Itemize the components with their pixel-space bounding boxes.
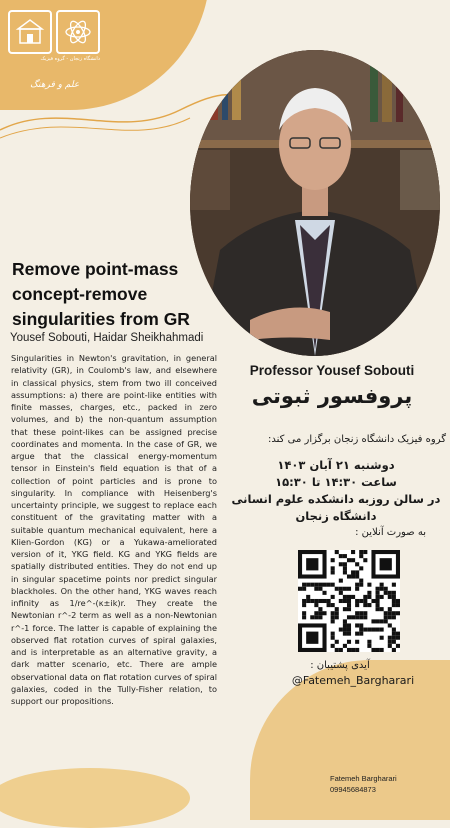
event-venue: در سالن روزبه دانشکده علوم انسانی — [231, 492, 441, 506]
speaker-name-english: Professor Yousef Sobouti — [249, 363, 415, 378]
speaker-name-persian: پروفسور ثبوتی — [251, 384, 413, 408]
event-day: دوشنبه ۲۱ آبان ۱۴۰۳ — [277, 458, 395, 472]
event-time: ساعت ۱۴:۳۰ تا ۱۵:۳۰ — [275, 475, 397, 489]
organizer-text: گروه فیزیک دانشگاه زنجان برگزار می کند: — [268, 434, 446, 445]
event-details — [226, 457, 446, 525]
online-label: به صورت آنلاین : — [355, 527, 426, 538]
support-label: آیدی پشتیبان : — [310, 660, 370, 671]
logo-caption: دانشگاه زنجان - گروه فیزیک — [40, 56, 100, 62]
support-id[interactable]: @Fatemeh_Bargharari — [291, 674, 415, 687]
talk-title: Remove point-mass concept-remove singularities from GR — [12, 259, 190, 329]
qr-code-icon[interactable] — [298, 550, 400, 652]
talk-abstract: Singularities in Newton's gravitation, in general relativity (GR), in Coulomb's law, and elsewhere in classical physics, stem from two ill conceived assumptions: a) there are point-like entities with finite masses, charges, etc., packed in zero volumes, and b) the non-quantum assumption that these point-likes can be assigned precise coordinates and momenta. In the case of GR, we argue that the classical energy-momentum tensor in Einstein's field equation is that of a collection of point particles and is prone to singularity. In compliance with Heisenberg's uncertainty principle, we suggest to replace each constituent of the gravitating matter with a suitable quantum mechanical equivalent, here a Klien-Gordon (KG) or a Yukawa-ameliorated version of it, YKG field. KG and YKG fields are spatially distributed entities. They do not end up in singular spacetime points nor predict singular blackholes. On the other hand, YKG waves reach infinity as 1/re^-(κ±ik)r. They create the Newtonian r^-2 term as well as a non-Newtonian r^-1 force. The latter is capable of explaining the observed flat rotation curves of spiral galaxies, and is interpretable as an alternative gravity, a dark matter scenario, etc. There are ample observational data on flat rotation curves of spiral galaxies, coded in the Tully-Fisher relation, to support our propositions. — [11, 353, 217, 706]
talk-authors: Yousef Sobouti, Haidar Sheikhahmadi — [10, 332, 204, 344]
decorative-blob-bottom-left — [0, 768, 190, 828]
credit-phone: 09945684873 — [330, 785, 376, 794]
logo-script: علم و فرهنگ — [30, 80, 80, 90]
building-icon — [15, 17, 45, 47]
credit-name: Fatemeh Bargharari — [330, 774, 397, 783]
university-logo — [8, 10, 52, 54]
speaker-photo — [190, 50, 440, 356]
physics-group-logo — [56, 10, 100, 54]
atom-icon — [63, 17, 93, 47]
event-venue-university: دانشگاه زنجان — [295, 509, 377, 523]
credit — [330, 773, 397, 795]
